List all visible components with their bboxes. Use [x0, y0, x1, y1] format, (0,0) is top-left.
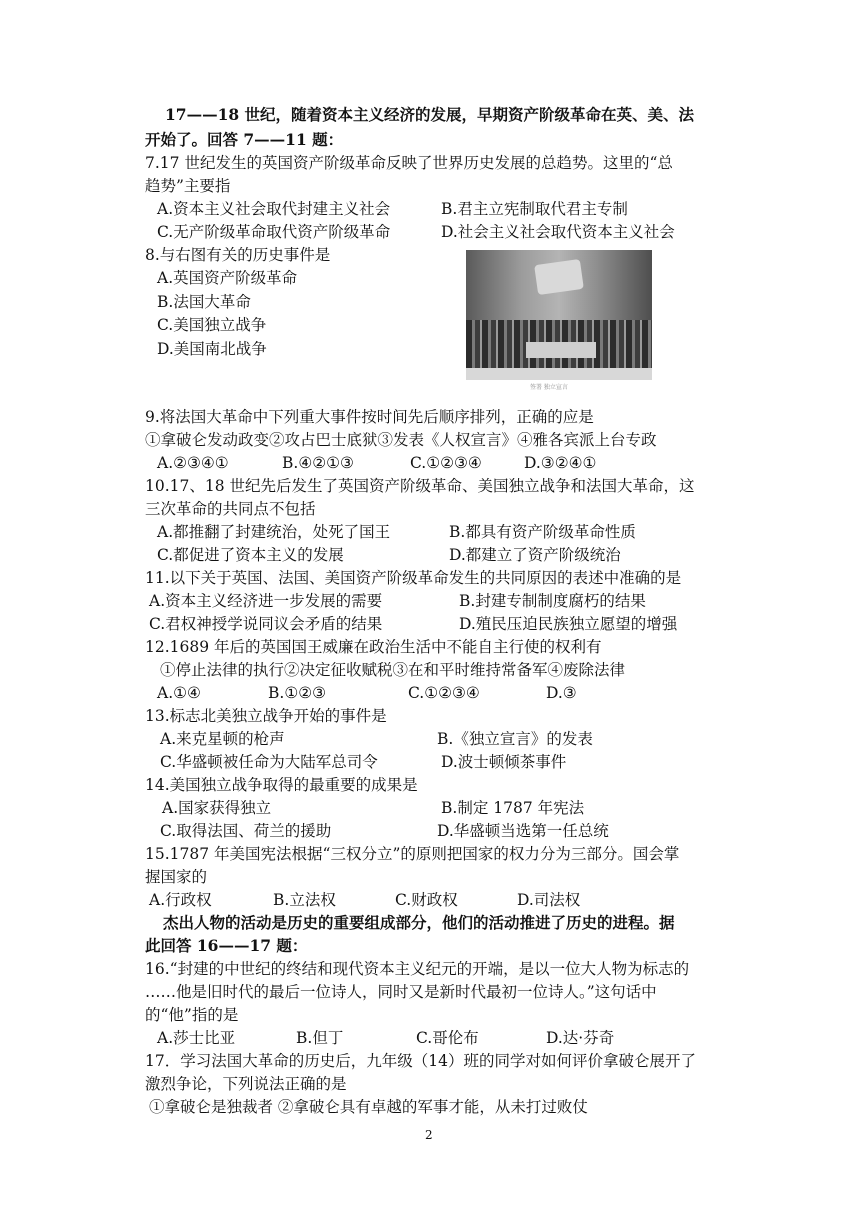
q7-option-c: C.无产阶级革命取代资产阶级革命: [157, 223, 391, 241]
q16-option-d: D.达·芬奇: [546, 1029, 615, 1047]
q11-stem: 11.以下关于英国、法国、美国资产阶级革命发生的共同原因的表述中准确的是: [145, 569, 682, 587]
q8-option-b: B.法国大革命: [157, 293, 251, 311]
q13-option-c: C.华盛顿被任命为大陆军总司令: [160, 753, 378, 771]
q8-option-a: A.英国资产阶级革命: [157, 269, 298, 287]
q10-stem-line2: 三次革命的共同点不包括: [145, 500, 316, 518]
q15-option-b: B.立法权: [273, 891, 336, 909]
q15-stem-line2: 握国家的: [145, 868, 208, 886]
q9-option-c: C.①②③④: [410, 454, 482, 472]
q11-option-c: C.君权神授学说同议会矛盾的结果: [149, 615, 383, 633]
q7-stem-line1: 7.17 世纪发生的英国资产阶级革命反映了世界历史发展的总趋势。这里的“总: [145, 154, 673, 172]
q16-option-c: C.哥伦布: [416, 1029, 479, 1047]
q13-option-b: B.《独立宣言》的发表: [437, 730, 593, 748]
q17-stem-line1: 17．学习法国大革命的历史后，九年级（14）班的同学对如何评价拿破仑展开了: [145, 1052, 696, 1070]
q15-option-a: A.行政权: [149, 891, 212, 909]
q7-option-b: B.君主立宪制取代君主专制: [441, 200, 628, 218]
q13-option-d: D.波士顿倾茶事件: [441, 753, 567, 771]
q10-option-b: B.都具有资产阶级革命性质: [449, 523, 636, 541]
q10-option-d: D.都建立了资产阶级统治: [449, 546, 621, 564]
q12-option-b: B.①②③: [268, 684, 327, 702]
declaration-signing-picture: [466, 250, 652, 380]
q10-stem-line1: 10.17、18 世纪先后发生了英国资产阶级革命、美国独立战争和法国大革命，这: [145, 477, 695, 495]
q12-option-d: D.③: [546, 684, 577, 702]
q15-stem-line1: 15.1787 年美国宪法根据“三权分立”的原则把国家的权力分为三部分。国会掌: [145, 845, 680, 863]
q9-stem: 9.将法国大革命中下列重大事件按时间先后顺序排列，正确的应是: [145, 408, 594, 426]
q14-option-a: A.国家获得独立: [162, 799, 272, 817]
q9-option-d: D.③②④①: [524, 454, 597, 472]
q12-stem: 12.1689 年后的英国国王威廉在政治生活中不能自主行使的权利有: [145, 638, 602, 656]
q9-option-b: B.④②①③: [282, 454, 354, 472]
intro-7-11-line2: 开始了。回答 7——11 题：: [145, 130, 344, 149]
figure-caption: 签署 独立宣言: [530, 384, 568, 391]
q11-option-a: A.资本主义经济进一步发展的需要: [149, 592, 383, 610]
q13-option-a: A.来克星顿的枪声: [160, 730, 285, 748]
q8-stem: 8.与右图有关的历史事件是: [145, 246, 331, 264]
q17-items: ①拿破仑是独裁者 ②拿破仑具有卓越的军事才能，从未打过败仗: [149, 1098, 588, 1116]
q7-option-d: D.社会主义社会取代资本主义社会: [441, 223, 675, 241]
q8-option-c: C.美国独立战争: [157, 316, 267, 334]
intro-16-17-line2: 此回答 16——17 题：: [145, 936, 308, 955]
q14-option-d: D.华盛顿当选第一任总统: [437, 822, 609, 840]
q14-option-c: C.取得法国、荷兰的援助: [160, 822, 332, 840]
q12-items: ①停止法律的执行②决定征收赋税③在和平时维持常备军④废除法律: [160, 661, 626, 679]
intro-16-17-line1: 杰出人物的活动是历史的重要组成部分，他们的活动推进了历史的进程。据: [163, 913, 675, 932]
q8-option-d: D.美国南北战争: [157, 340, 267, 358]
q10-option-a: A.都推翻了封建统治，处死了国王: [157, 523, 391, 541]
q14-option-b: B.制定 1787 年宪法: [441, 799, 585, 817]
q16-option-b: B.但丁: [296, 1029, 344, 1047]
q10-option-c: C.都促进了资本主义的发展: [157, 546, 344, 564]
intro-7-11-line1: 17——18 世纪，随着资本主义经济的发展，早期资产阶级革命在英、美、法: [165, 105, 695, 124]
q9-items: ①拿破仑发动政变②攻占巴士底狱③发表《人权宣言》④雅各宾派上台专政: [145, 431, 657, 449]
q15-option-d: D.司法权: [517, 891, 581, 909]
q7-option-a: A.资本主义社会取代封建主义社会: [157, 200, 391, 218]
q16-stem-line2: ……他是旧时代的最后一位诗人，同时又是新时代最初一位诗人。”这句话中: [145, 983, 657, 1001]
q11-option-d: D.殖民压迫民族独立愿望的增强: [459, 615, 678, 633]
page-number: 2: [425, 1128, 433, 1142]
q17-stem-line2: 激烈争论，下列说法正确的是: [145, 1075, 347, 1093]
q16-stem-line3: 的“他”指的是: [145, 1006, 239, 1024]
q13-stem: 13.标志北美独立战争开始的事件是: [145, 707, 387, 725]
q12-option-a: A.①④: [157, 684, 201, 702]
q16-option-a: A.莎士比亚: [157, 1029, 236, 1047]
q9-option-a: A.②③④①: [157, 454, 229, 472]
q16-stem-line1: 16.“封建的中世纪的终结和现代资本主义纪元的开端，是以一位大人物为标志的: [145, 960, 690, 978]
q14-stem: 14.美国独立战争取得的最重要的成果是: [145, 776, 418, 794]
q11-option-b: B.封建专制制度腐朽的结果: [459, 592, 646, 610]
q15-option-c: C.财政权: [395, 891, 458, 909]
q7-stem-line2: 趋势”主要指: [145, 177, 231, 195]
q12-option-c: C.①②③④: [408, 684, 480, 702]
